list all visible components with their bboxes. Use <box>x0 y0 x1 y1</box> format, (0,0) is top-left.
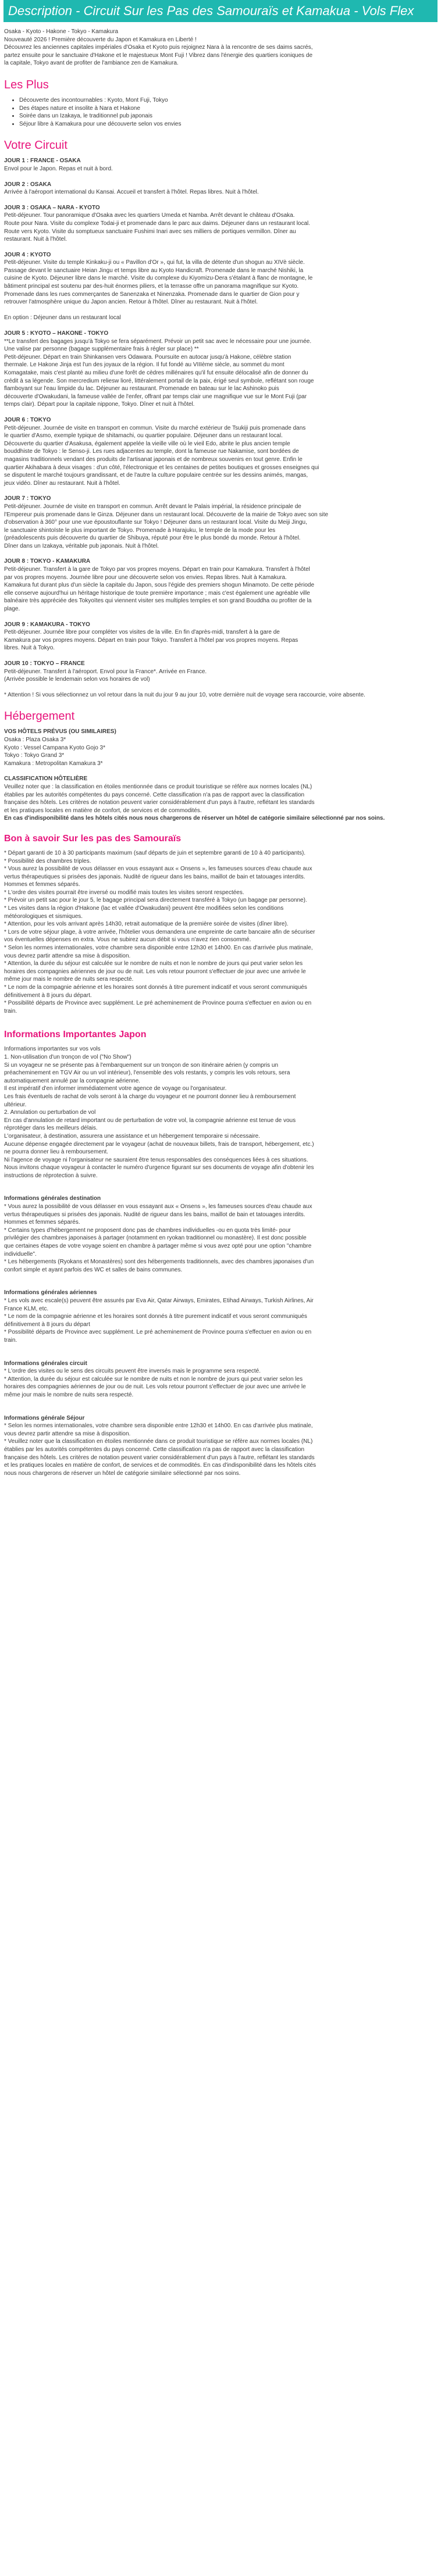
day-line: Petit-déjeuner. Transfert à la gare de Tokyo par vos propres moyens. Départ en train pour Kamakura. Transfert à l'hôtel <box>4 566 310 573</box>
plus-list <box>4 97 437 128</box>
day-line: (Arrivée possible le lendemain selon vos horaires de vol) <box>4 676 150 683</box>
info-line: individuelle". <box>4 1251 37 1257</box>
bon-savoir-line: * Possibilité départs de Province avec supplément. Le pré acheminement de Province pourra s'effectuer en avion ou en <box>4 1000 312 1007</box>
classification-line: Veuillez noter que : la classification en étoiles mentionnée dans ce produit touristique se réfère aux normes locales (NL) <box>4 783 312 790</box>
day-line: Envol pour le Japon. Repas et nuit à bord. <box>4 165 113 172</box>
day-line: Petit-déjeuner. Tour panoramique d'Osaka avec les quartiers Umeda et Namba. Arrêt devant le château d'Osaka. <box>4 212 295 219</box>
plus-heading: Les Plus <box>4 78 49 91</box>
day-title: JOUR 2 : OSAKA <box>4 181 52 188</box>
info-line: * Selon les normes internationales, votre chambre sera disponible entre 12h30 et 14h00. En cas d'arrivée plus matinale, <box>4 1423 313 1430</box>
day-line: Komagatake, mais c'est planté au milieu d'une forêt de cèdres millénaires qu'il fut ensuite délocalisé afin de donner du <box>4 370 308 376</box>
classification-line: établies par les autorités compétentes du pays concerné. Cette classification n'a pas de rapport avec la classification <box>4 791 305 798</box>
bon-savoir-line: horaires des compagnies aériennes de jour ou de nuit. Les vols retour pourront s'effectuer de jour avec une arrivée le <box>4 968 306 975</box>
info-line: train. <box>4 1337 17 1344</box>
info-line: nous nous chargerons de réserver un hôtel de catégorie similaire sélectionné par nos soins. <box>4 1470 241 1477</box>
info-line: Les frais éventuels de rachat de vols seront à la charge du voyageur et ne pourront donner lieu à remboursement <box>4 1093 296 1100</box>
info-line: Aucune dépense engagée directement par le voyageur (achat de nouveaux billets, frais de transport, hébergement, etc.) <box>4 1141 314 1148</box>
day-line: Petit-déjeuner. Journée de visite en transport en commun. Visite du marché extérieur de Tsukiji puis promenade dans <box>4 424 306 431</box>
info-line: instructions de réprotection à suivre. <box>4 1172 98 1179</box>
bon-savoir-line: * Attention, la durée du séjour est calculée sur le nombre de nuits et non le nombre de jours qui peut varier selon les <box>4 960 303 967</box>
hotel-item: Tokyo : Tokyo Grand 3* <box>4 752 65 759</box>
info-line: * Le nom de la compagnie aérienne et les horaires sont donnés à titre purement indicatif et vous seront communiqués <box>4 1313 307 1320</box>
hebergement-heading: Hébergement <box>4 710 75 723</box>
plus-item: • Découverte des incontournables : Kyoto, Mont Fuji, Tokyo <box>19 97 437 105</box>
info-line: privilégier des chambres japonaises à partager (notamment en ryokan traditionnel ou monastère). Il est donc possible <box>4 1235 307 1242</box>
info-line: Informations importantes sur vos vols <box>4 1046 101 1053</box>
bon-savoir-text <box>4 849 437 1015</box>
info-line: confort simple et ayant parfois des WC et salles de bains communes. <box>4 1266 183 1273</box>
info-line: Hommes et femmes séparés. <box>4 1219 80 1226</box>
day-line: crédit à sa légende. Son mercredium reliesw lioré, littéralement portail de la paix, érigé seul symbole, reflétant son rouge <box>4 377 314 384</box>
day-line: restaurant. Nuit à l'hôtel. <box>4 236 67 243</box>
info-group <box>4 1360 437 1399</box>
bon-savoir-line: * Les visites dans la région d'Hakone (lac et vallée d'Owakudani) peuvent être modifiées selon les conditions <box>4 905 284 912</box>
day-line: se disputent le marché toujours grandissant, et de l'autre la culture populaire centrée sur les dessins animés, mangas, <box>4 472 308 479</box>
bon-savoir-line: train. <box>4 1007 17 1014</box>
day-title: JOUR 1 : FRANCE - OSAKA <box>4 158 81 165</box>
day-line: Kamakura par vos propres moyens. Départ en train pour Tokyo. Transfert à l'hôtel par vos propres moyens. Repas <box>4 637 298 644</box>
day-line: Une valise par personne (bagage supplémentaire frais à régler sur place) ** <box>4 346 199 353</box>
info-line: * Veuillez noter que la classification en étoiles mentionnée dans ce produit touristique se réfère aux normes locales (NL) <box>4 1438 313 1445</box>
day-title: JOUR 6 : TOKYO <box>4 416 51 423</box>
day-line: Petit-déjeuner. Journée libre pour compléter vos visites de la ville. En fin d'après-midi, transfert à la gare de <box>4 629 280 636</box>
day-block <box>4 251 437 322</box>
info-line: établies par les autorités compétentes du pays concerné. Cette classification n'a pas de rapport avec la classification <box>4 1446 305 1453</box>
intro-line: Nouveauté 2026 ! Première découverte du Japon et Kamakura en Liberté ! <box>4 36 197 43</box>
day-line: thermale. Le Hakone Jinja est l'un des joyaux de la région. Il fut fondé au VIIIème siècle, au sommet du mont <box>4 362 284 369</box>
day-line: (préadolescents puis découverte du quartier de Shibuya, réputé pour être le plus bondé du monde. Retour à l'hôtel. <box>4 535 301 542</box>
bon-savoir-line: * Vous aurez la possibilité de vous délasser en vous essayant aux « Onsens », les fameuses sources d'eau chaude aux <box>4 866 312 873</box>
bon-savoir-line: même jour mais le nombre de nuits sera respecté. <box>4 976 134 983</box>
info-line: horaires des compagnies aériennes de jour ou de nuit. Les vols retour pourront s'effectuer de jour avec une arrivée le <box>4 1384 306 1391</box>
info-line: vertus thérapeutiques si prisées des japonais. Nudité de rigueur dans les bains, maillot de bain et tatouages interdits. <box>4 1211 305 1218</box>
day-line: Petit-déjeuner. Transfert à l'aéroport. Envol pour la France*. Arrivée en France. <box>4 668 207 675</box>
classification-note: En cas d'indisponibilité dans les hôtels cités nous nous chargerons de réserver un hôtel de catégorie similaire sélectionné par nos soins. <box>4 815 385 822</box>
hotel-item: Kamakura : Metropolitan Kamakura 3* <box>4 760 103 767</box>
info-group <box>4 1195 437 1274</box>
day-title: JOUR 9 : KAMAKURA - TOKYO <box>4 621 90 628</box>
infos-heading: Informations Importantes Japon <box>4 1030 147 1040</box>
bon-savoir-line: * Le nom de la compagnie aérienne et les horaires sont donnés à titre purement indicatif et vous seront communiqués <box>4 984 307 991</box>
day-line: temps clair). Départ pour la capitale nippone, Tokyo. Dîner et nuit à l'hôtel. <box>4 401 195 408</box>
day-block <box>4 495 437 550</box>
day-title: JOUR 7 : TOKYO <box>4 495 51 502</box>
day-line: Découverte du quartier d'Asakusa, également appelée la vieille ville où le vieil Edo, abrite le plus ancien temple <box>4 440 290 447</box>
bon-savoir-line: * Départ garanti de 10 à 30 participants maximum (sauf départs de juin et septembre garanti de 10 à 40 participants). <box>4 849 306 856</box>
day-line: Kamakura fut durant plus d'un siècle la capitale du Japon, sous l'égide des premiers shogun Minamoto. De cette période <box>4 582 315 589</box>
intro-line: partez ensuite pour le sanctuaire d'Hakone et le majestueux Mont Fuji ! Vibrez dans l'énergie des quartiers iconiques de <box>4 52 313 59</box>
intro-line: la capitale, Tokyo avant de profiter de l'ambiance zen de Kamakura. <box>4 60 179 67</box>
bon-savoir-line: * Lors de votre séjour plage, à votre arrivée, l'hôtelier vous demandera une empreinte de carte bancaire afin de sécuriser <box>4 928 315 935</box>
day-line: Dîner dans un Izakaya, véritable pub japonais. Nuit à l'hôtel. <box>4 542 159 549</box>
day-line: Petit-déjeuner. Journée de visite en transport en commun. Arrêt devant le Palais impérial, la résidence principale de <box>4 503 301 510</box>
circuit-heading: Votre Circuit <box>4 139 67 152</box>
info-group <box>4 1045 437 1180</box>
bon-savoir-line: * Prévoir un petit sac pour le jour 5, le bagage principal sera directement transféré à Tokyo (un bagage par personne). <box>4 897 307 904</box>
info-line: définitivement à 8 jours du départ <box>4 1321 90 1328</box>
info-line: * Possibilité départs de Province avec supplément. Le pré acheminement de Province pourra s'effectuer en avion ou en <box>4 1329 312 1336</box>
day-line: Route vers Kyoto. Visite du somptueux sanctuaire Fushimi Inari avec ses milliers de portiques vermillon. Dîner au <box>4 228 296 235</box>
info-line: même jour mais le nombre de nuits sera respecté. <box>4 1391 134 1398</box>
info-line: Nous invitons chaque voyageur à contacter le numéro d'urgence figurant sur ses documents de voyage afin d'obtenir les <box>4 1164 314 1171</box>
day-line: libres. Nuit à Tokyo. <box>4 645 55 652</box>
day-block <box>4 621 437 652</box>
day-line: le sanctuaire shintoïste le plus important de Tokyo. Promenade à Harajuku, le temple de la mode pour les <box>4 527 276 534</box>
day-block <box>4 660 437 684</box>
hotels-subheading: VOS HÔTELS PRÉVUS (OU SIMILAIRES) <box>4 728 116 735</box>
info-line: * Vous aurez la possibilité de vous délasser en vous essayant aux « Onsens », les fameuses sources d'eau chaude aux <box>4 1203 312 1210</box>
info-line: préacheminement en TGV Air ou un vol intérieur), l'ensemble des vols restants, y compris les vols retours, sera <box>4 1070 290 1077</box>
day-line: cuisine de Kyoto. Déjeuner libre dans le marché. Visite du complexe du Kiyomizu-Dera s'étalant à flanc de montagne, le <box>4 275 313 282</box>
day-line: découverte d'Owakudani, la fameuse vallée de l'enfer, offrant par temps clair une magnifique vue sur le Mont Fuji (par <box>4 393 307 400</box>
info-line: * Les hébergements (Ryokans et Monastères) sont des hébergements traditionnels, avec des chambres japonaises d'un <box>4 1259 314 1266</box>
info-line: automatiquement annulé par la compagnie aérienne. <box>4 1077 141 1084</box>
classification-line: française des hôtels. Les critères de notation peuvent varier considérablement d'un pays à l'autre, reflétant les standards <box>4 799 315 806</box>
info-line: ultérieur. <box>4 1101 27 1108</box>
intro-line: Osaka - Kyoto - Hakone - Tokyo - Kamakura <box>4 28 119 35</box>
day-line: magasins traditionnels vendant des produits de l'artisanat japonais et de nombreux souvenirs en tout genre. Enfin le <box>4 456 303 463</box>
day-line: Passage devant le sanctuaire Heian Jingu et temps libre au Kyoto Handicraft. Promenade dans le marché Nishiki, la <box>4 267 304 274</box>
day-block <box>4 157 437 173</box>
hotels-list <box>4 736 437 767</box>
day-line: **Le transfert des bagages jusqu'à Tokyo se fera séparément. Prévoir un petit sac avec le nécessaire pour une journée. <box>4 338 312 345</box>
classification-text <box>4 783 437 814</box>
day-block <box>4 416 437 487</box>
day-line: Petit-déjeuner. Visite du temple Kinkaku-ji ou « Pavillon d'Or », qui fut, la villa de détente d'un shogun au XIVè siècle. <box>4 259 305 266</box>
classification-title: CLASSIFICATION HÔTELIÈRE <box>4 776 88 783</box>
info-line: 1. Non-utilisation d'un tronçon de vol ("No Show") <box>4 1053 131 1060</box>
info-line: Si un voyageur ne se présente pas à l'embarquement sur un tronçon de son itinéraire aérien (y compris un <box>4 1062 279 1069</box>
circuit-note: * Attention ! Si vous sélectionnez un vol retour dans la nuit du jour 9 au jour 10, votre dernière nuit de voyage sera raccourcie, voire absente. <box>4 691 365 698</box>
info-line: * Attention, la durée du séjour est calculée sur le nombre de nuits et non le nombre de jours qui peut varier selon les <box>4 1375 303 1382</box>
bon-savoir-line: vous devrez partir attendre sa mise à disposition. <box>4 952 131 959</box>
info-group-title: Informations générales circuit <box>4 1360 87 1367</box>
day-line: retrouver l'atmosphère unique du Japon ancien. Retour à l'hôtel. Dîner au restaurant. Nuit à l'hôtel. <box>4 299 258 306</box>
info-line: L'organisateur, à destination, assurera une assistance et un hébergement temporaire si nécessaire. <box>4 1132 260 1139</box>
bon-savoir-line: définitivement à 8 jours du départ. <box>4 992 92 999</box>
day-block <box>4 558 437 613</box>
day-line: l'Empereur puis promenade dans le Ginza. Déjeuner dans un restaurant local. Découverte de la mairie de Tokyo avec son site <box>4 511 329 518</box>
circuit-days <box>4 157 437 683</box>
day-line: bâtiment principal est soutenu par des-huit énormes piliers, et la terrasse offre un panorama magnifique sur Kyoto. <box>4 283 299 290</box>
day-title: JOUR 3 : OSAKA – NARA - KYOTO <box>4 204 100 211</box>
info-group-title: Informations générales aériennes <box>4 1289 97 1296</box>
bon-savoir-line: Hommes et femmes séparés. <box>4 881 80 888</box>
classification-line: et les pratiques locales en matière de confort, de services et de commodités. <box>4 807 202 814</box>
day-line: plage. <box>4 606 20 613</box>
day-line: bouddhiste de Tokyo : le Senso-ji. Les rues adjacentes au temple, dont la fameuse rue Nakamise, sont bordées de <box>4 448 299 455</box>
bon-savoir-line: * Possibilité des chambres triples. <box>4 858 91 864</box>
info-line: et les pratiques locales en matière de confort, de services et de commodités. En cas d'indisponibilité dans les hôtels cités <box>4 1462 316 1469</box>
info-group-title: Informations générale Séjour <box>4 1414 85 1421</box>
plus-item: • Soirée dans un Izakaya, le traditionnel pub japonais <box>19 112 437 120</box>
infos-groups <box>4 1045 437 1477</box>
day-title: JOUR 8 : TOKYO - KAMAKURA <box>4 558 91 565</box>
day-line: balnéaire très appréciée des Tokyoïtes qui viennent visiter ses multiples temples et son grand Bouddha ou profiter de la <box>4 598 312 605</box>
info-line: que certaines étapes de votre voyage soient en chambre à partager même si vous avez opté pour une option "chambre <box>4 1243 312 1250</box>
bon-savoir-line: vertus thérapeutiques si prisées des japonais. Nudité de rigueur dans les bains, maillot de bain et tatouages interdits. <box>4 873 305 880</box>
info-line: En cas d'annulation de retard important ou de perturbation de votre vol, la compagnie aérienne est tenue de vous <box>4 1117 296 1124</box>
bon-savoir-heading: Bon à savoir Sur les pas des Samouraïs <box>4 833 182 844</box>
page-title: Description - Circuit Sur les Pas des Samouraïs et Kamakua - Vols Flex <box>3 0 438 22</box>
day-line: Route pour Nara. Visite du complexe Todai-ji et promenade dans le parc aux daims. Déjeuner dans un restaurant local. <box>4 220 311 227</box>
day-line: Arrivée à l'aéroport international du Kansai. Accueil et transfert à l'hôtel. Repas libres. Nuit à l'hôtel. <box>4 189 259 196</box>
info-line: française des hôtels. Les critères de notation peuvent varier considérablement d'un pays à l'autre, reflétant les standards <box>4 1454 315 1461</box>
hotel-item: Kyoto : Vessel Campana Kyoto Gojo 3* <box>4 744 105 751</box>
info-line: vous devrez partir attendre sa mise à disposition. <box>4 1430 131 1437</box>
info-line: * Certains types d'hébergement ne proposent donc pas de chambres individuelles -ou en quota très limité- pour <box>4 1227 291 1234</box>
info-line: Ni l'agence de voyage ni l'organisateur ne sauraient être tenus responsables des conséquences liées à ces situations. <box>4 1156 308 1163</box>
day-title: JOUR 4 : KYOTO <box>4 251 51 258</box>
plus-item: • Séjour libre à Kamakura pour une découverte selon vos envies <box>19 120 437 128</box>
info-line: 2. Annulation ou perturbation de vol <box>4 1109 96 1116</box>
intro-block <box>4 28 437 67</box>
day-line: jeux vidéo. Dîner au restaurant. Nuit à l'hôtel. <box>4 480 120 487</box>
day-block <box>4 181 437 196</box>
day-title: JOUR 10 : TOKYO – FRANCE <box>4 660 85 667</box>
day-line: elle conserve aujourd'hui un héritage historique de toute première importance ; mais c'est également une agréable ville <box>4 589 310 596</box>
day-line: par vos propres moyens. Journée libre pour une découverte selon vos envies. Repas libres. Nuit à Kamakura. <box>4 574 287 581</box>
info-line: * L'ordre des visites ou le sens des circuits peuvent être inversés mais le programme sera respecté. <box>4 1368 261 1375</box>
day-line: Promenade dans les rues commerçantes de Sanenzaka et Ninenzaka. Promenade dans le quartier de Gion pour y <box>4 291 300 298</box>
bon-savoir-line: vos éventuelles dépenses en extra. Vous ne subirez aucun débit si vous n'avez rien consommé. <box>4 937 251 944</box>
plus-item: • Des étapes nature et insolite à Nara et Hakone <box>19 105 437 113</box>
bon-savoir-line: * L'ordre des visites pourrait être inversé ou modifié mais toutes les visites seront respectées. <box>4 889 244 896</box>
day-line: flamboyant sur l'eau limpide du lac. Déjeuner au restaurant. Promenade en bateau sur le lac Ashinoko puis <box>4 385 279 392</box>
document-body <box>0 28 441 1477</box>
bon-savoir-line: * Attention, pour les vols arrivant après 14h30, retrait automatique de la première soirée de visites (dîner libre). <box>4 921 289 928</box>
day-line: quartier Akihabara à deux visages : d'un côté, l'électronique et les centaines de petites boutiques et grosses enseignes qui <box>4 464 319 471</box>
info-line: France KLM, etc. <box>4 1305 49 1312</box>
info-group <box>4 1414 437 1478</box>
info-line: ne pourra donner lieu à remboursement. <box>4 1149 108 1156</box>
info-line: * Les vols avec escale(s) peuvent être assurés par Eva Air, Qatar Airways, Emirates, Etihad Airways, Turkish Airlines, Air <box>4 1298 314 1304</box>
bon-savoir-line: * Selon les normes internationales, votre chambre sera disponible entre 12h30 et 14h00. En cas d'arrivée plus matinale, <box>4 945 313 952</box>
bon-savoir-line: météorologiques et sismiques. <box>4 913 83 920</box>
info-line: réprotéger dans les meilleurs délais. <box>4 1125 98 1132</box>
day-block <box>4 204 437 244</box>
info-group <box>4 1289 437 1344</box>
day-line: Petit-déjeuner. Départ en train Shinkansen vers Odawara. Poursuite en autocar jusqu'à Hakone, célèbre station <box>4 353 291 360</box>
day-line <box>4 306 437 315</box>
info-group-title: Informations générales destination <box>4 1195 101 1202</box>
day-line: d'observation à 360° pour une vue époustouflante sur Tokyo ! Déjeuner dans un restaurant local. Visite du Meiji Jingu, <box>4 519 307 526</box>
intro-line: Découvrez les anciennes capitales impériales d'Osaka et Kyoto puis rejoignez Nara à la rencontre de ses daims sacrés, <box>4 44 313 51</box>
info-line: Il est impératif d'en informer immédiatement votre agence de voyage ou l'organisateur. <box>4 1085 227 1092</box>
day-line: En option : Déjeuner dans un restaurant local <box>4 315 121 321</box>
day-title: JOUR 5 : KYOTO – HAKONE - TOKYO <box>4 330 109 337</box>
day-block <box>4 330 437 409</box>
hotel-item: Osaka : Plaza Osaka 3* <box>4 736 66 743</box>
day-line: le quartier d'Asmo, exemple typique de shitamachi, ou quartier populaire. Déjeuner dans un restaurant local. <box>4 433 283 440</box>
